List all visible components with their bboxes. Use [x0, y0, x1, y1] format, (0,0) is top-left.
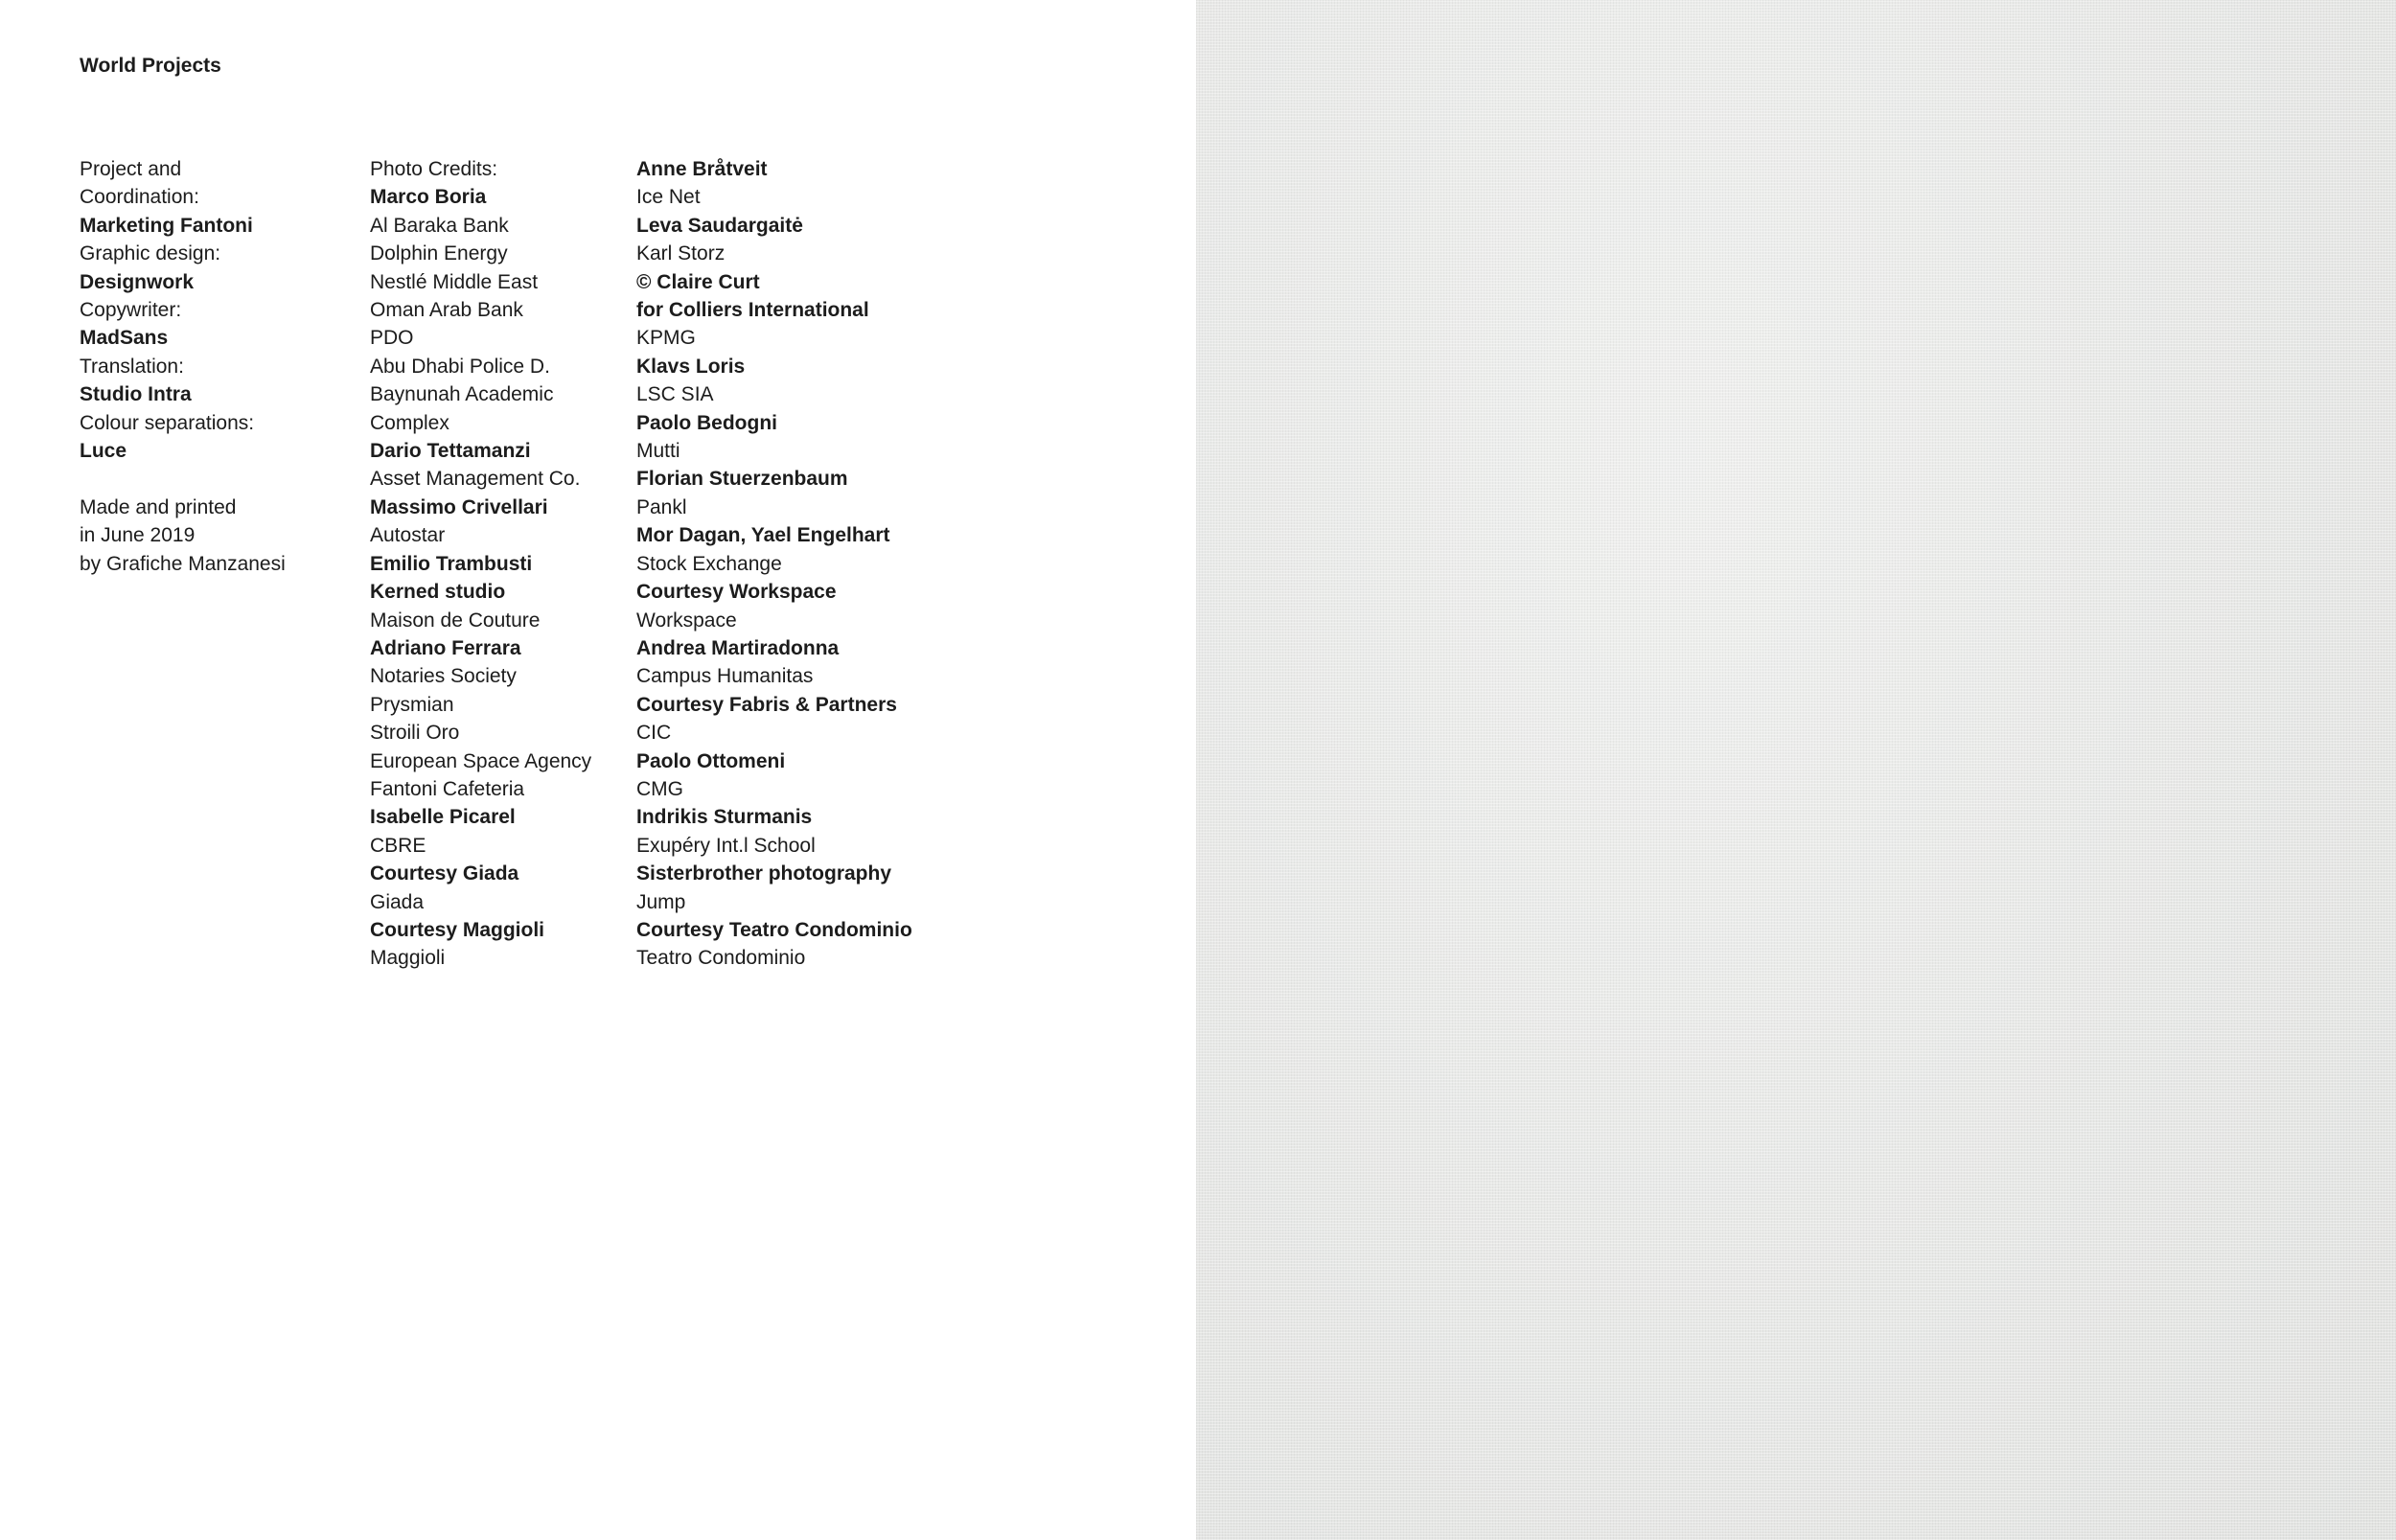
credit-label: Baynunah Academic	[370, 383, 554, 406]
page-title: World Projects	[80, 55, 221, 77]
credit-label: Notaries Society	[370, 665, 517, 688]
credits-list	[80, 155, 357, 465]
credit-label: Autostar	[370, 524, 446, 547]
credit-name: Studio Intra	[80, 383, 192, 406]
credit-label: CIC	[636, 722, 672, 745]
credit-label: Workspace	[636, 609, 737, 632]
credit-name: Anne Bråtveit	[636, 158, 768, 180]
credit-label: Complex	[370, 411, 449, 434]
credit-label: Project and	[80, 158, 182, 180]
credit-label: Maison de Couture	[370, 609, 541, 632]
credit-label: Copywriter:	[80, 299, 182, 322]
printing-line: in June 2019	[80, 524, 196, 547]
credit-label: Colour separations:	[80, 411, 255, 434]
credit-name: Leva Saudargaitė	[636, 214, 803, 237]
credit-label: KPMG	[636, 327, 696, 350]
printing-note	[80, 494, 357, 578]
credit-label: Campus Humanitas	[636, 665, 814, 688]
credit-name: Klavs Loris	[636, 355, 746, 378]
credit-label: Graphic design:	[80, 242, 221, 265]
credit-label: Pankl	[636, 495, 687, 518]
credit-label: Asset Management Co.	[370, 468, 581, 491]
credit-name: Courtesy Teatro Condominio	[636, 918, 912, 941]
credit-label: Translation:	[80, 355, 184, 378]
credit-name: © Claire Curt	[636, 270, 760, 293]
credit-label: Coordination:	[80, 186, 199, 209]
printing-line: Made and printed	[80, 495, 237, 518]
credit-label: CMG	[636, 777, 683, 800]
credit-name: Florian Stuerzenbaum	[636, 468, 848, 491]
credit-name: Marketing Fantoni	[80, 214, 253, 237]
credit-label: Stock Exchange	[636, 552, 782, 575]
right-page-fabric-texture	[1196, 0, 2396, 1540]
credit-name: Luce	[80, 440, 127, 463]
credit-name: Paolo Bedogni	[636, 411, 777, 434]
credit-label: Abu Dhabi Police D.	[370, 355, 550, 378]
credit-label: Nestlé Middle East	[370, 270, 539, 293]
credit-label: Jump	[636, 890, 686, 913]
credit-name: Courtesy Fabris & Partners	[636, 693, 897, 716]
credit-name: Mor Dagan, Yael Engelhart	[636, 524, 890, 547]
credit-label: Teatro Condominio	[636, 947, 806, 970]
credit-name: for Colliers International	[636, 299, 869, 322]
credit-label: Al Baraka Bank	[370, 214, 509, 237]
credit-name: Andrea Martiradonna	[636, 636, 840, 659]
credit-label: Dolphin Energy	[370, 242, 508, 265]
credit-name: MadSans	[80, 327, 169, 350]
credit-name: Emilio Trambusti	[370, 552, 533, 575]
credit-name: Isabelle Picarel	[370, 806, 516, 829]
colophon-column	[80, 155, 357, 578]
credit-name: Massimo Crivellari	[370, 495, 548, 518]
credit-label: Oman Arab Bank	[370, 299, 523, 322]
credit-name: Courtesy Giada	[370, 862, 519, 885]
credit-label: Exupéry Int.l School	[636, 834, 816, 857]
credit-name: Designwork	[80, 270, 195, 293]
credit-label: PDO	[370, 327, 414, 350]
credit-label: Giada	[370, 890, 425, 913]
credit-label: Stroili Oro	[370, 722, 460, 745]
credit-label: Fantoni Cafeteria	[370, 777, 525, 800]
credit-label: Photo Credits:	[370, 158, 498, 180]
left-page	[0, 0, 1196, 1540]
credit-name: Dario Tettamanzi	[370, 440, 531, 463]
credit-label: LSC SIA	[636, 383, 714, 406]
credit-name: Sisterbrother photography	[636, 862, 892, 885]
credit-name: Courtesy Maggioli	[370, 918, 545, 941]
credit-label: Prysmian	[370, 693, 454, 716]
credit-label: Maggioli	[370, 947, 446, 970]
credit-label: European Space Agency	[370, 749, 592, 772]
photo-credits-column-1	[370, 155, 629, 973]
credit-label: Ice Net	[636, 186, 701, 209]
credit-name: Courtesy Workspace	[636, 581, 837, 604]
credit-name: Adriano Ferrara	[370, 636, 521, 659]
credit-name: Indrikis Sturmanis	[636, 806, 813, 829]
credit-label: CBRE	[370, 834, 426, 857]
paragraph-gap	[80, 465, 357, 493]
credit-name: Marco Boria	[370, 186, 487, 209]
credit-name: Kerned studio	[370, 581, 506, 604]
credit-label: Mutti	[636, 440, 680, 463]
credit-label: Karl Storz	[636, 242, 726, 265]
photo-credits-column-2	[636, 155, 953, 973]
printing-line: by Grafiche Manzanesi	[80, 552, 286, 575]
credit-name: Paolo Ottomeni	[636, 749, 786, 772]
